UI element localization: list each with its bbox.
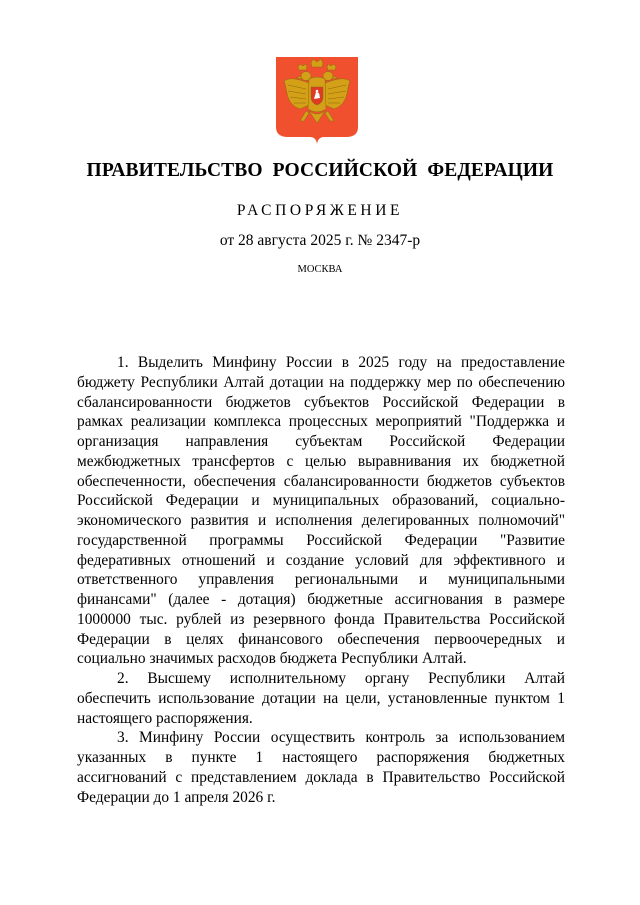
government-title: ПРАВИТЕЛЬСТВО РОССИЙСКОЙ ФЕДЕРАЦИИ [86,160,554,181]
document-body [77,353,565,807]
document-city: МОСКВА [297,264,343,275]
paragraph-1: 1. Выделить Минфину России в 2025 году на предоставление бюджету Республики Алтай дотации на поддержку мер по обеспечению сбалансированности бюджетов субъектов Российской Федерации в рамках реализации комплекса процессных мероприятий "Поддержка и организация направления субъектам Российской Федерации межбюджетных трансфертов с целью выравнивания их бюджетной обеспеченности, обеспечения сбалансированности бюджетов субъектов Российской Федерации и муниципальных образований, социально-экономического развития и исполнения делегированных полномочий" государственной программы Российской Федерации "Развитие федеративных отношений и создание условий для эффективного и ответственного управления региональными и муниципальными финансами" (далее - дотация) бюджетные ассигнования в размере 1000000 тыс. рублей из резервного фонда Правительства Российской Федерации в целях финансового обеспечения первоочередных и социально значимых расходов бюджета Республики Алтай. [77,354,565,668]
paragraph-3: 3. Минфину России осуществить контроль за использованием указанных в пункте 1 настоящего распоряжения бюджетных ассигнований с представлением доклада в Правительство Российской Федерации до 1 апреля 2026 г. [77,729,565,806]
paragraph-2: 2. Высшему исполнительному органу Республики Алтай обеспечить использование дотации на цели, установленные пунктом 1 настоящего распоряжения. [77,670,565,727]
document-date: от 28 августа 2025 г. № 2347-р [219,232,421,249]
document-type: РАСПОРЯЖЕНИЕ [236,202,404,219]
coat-of-arms-icon [276,57,358,144]
